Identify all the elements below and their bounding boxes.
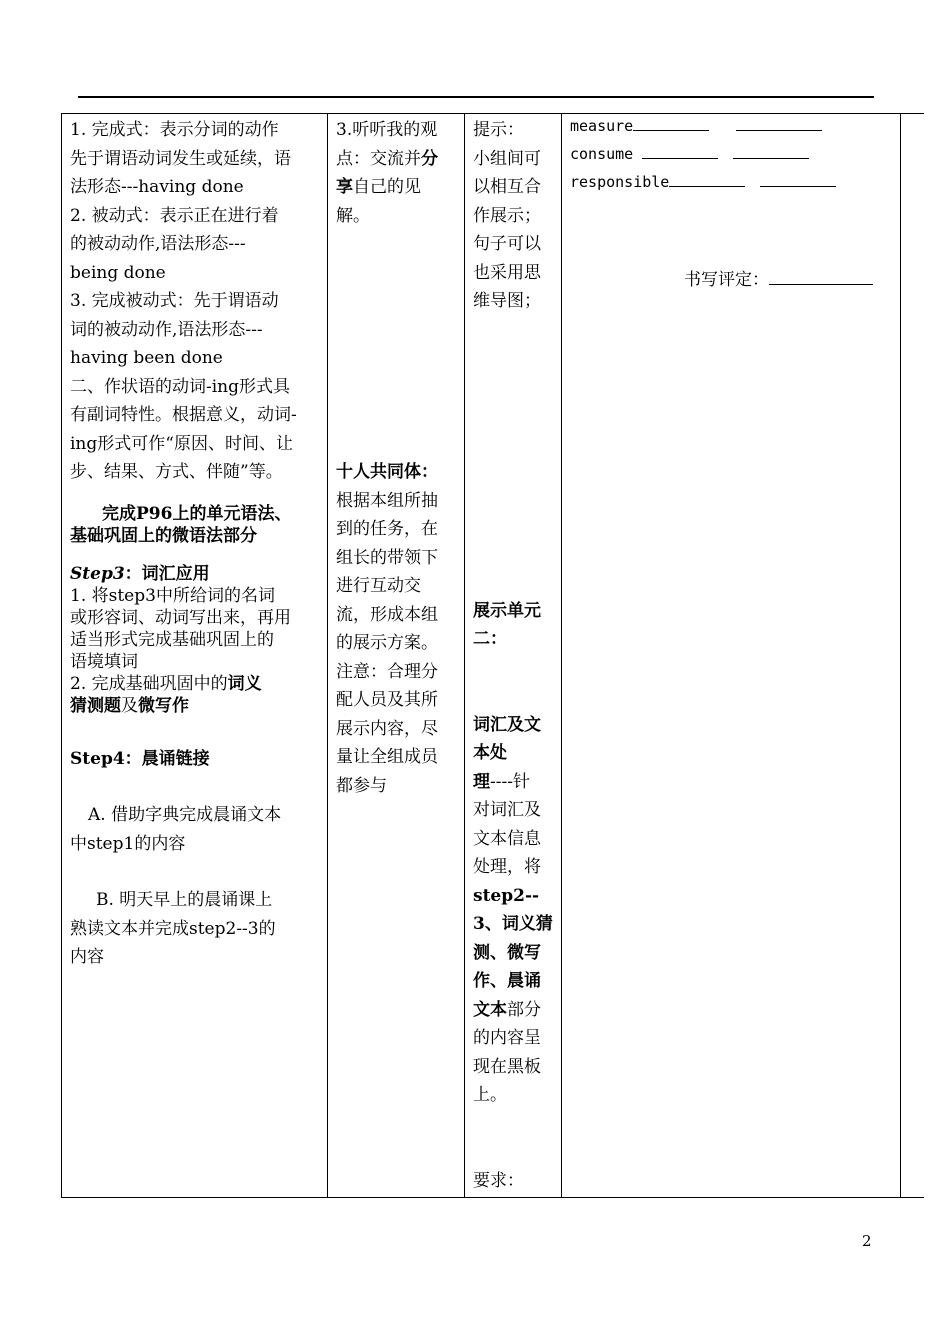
vocab-heading: 词汇及文 [473, 714, 541, 735]
answer-blank[interactable] [669, 172, 745, 187]
step3-label: Step3 [70, 563, 125, 584]
content-cell-hints [465, 114, 562, 1198]
activity-bold: 享 [336, 177, 353, 197]
vocab-row [570, 168, 892, 196]
step3-line: 适当形式完成基础巩固上的 [70, 629, 274, 650]
vocab-heading: 本处 [473, 743, 507, 763]
vocab-word: responsible [570, 173, 670, 191]
step3-heading [70, 563, 319, 585]
vocab-row [570, 114, 892, 141]
content-cell-activity [328, 114, 465, 1198]
show-unit-heading: 二： [473, 629, 507, 649]
grammar-line: 步、结果、方式、伴随”等。 [70, 462, 283, 482]
step4-b-line: 内容 [70, 947, 104, 967]
activity-bold: 分 [421, 148, 438, 169]
step4-a-line: 中step1的内容 [70, 833, 186, 854]
vocab-text: ----针 [490, 771, 530, 792]
answer-blank[interactable] [642, 144, 718, 159]
vocab-line: step2-- [473, 885, 540, 906]
step3-item2-text: 2. 完成基础巩固中的 [70, 673, 228, 694]
vocab-line [473, 768, 553, 797]
show-unit-heading: 展示单元 [473, 600, 541, 621]
group-line: 组长的带领下 [336, 547, 438, 568]
grammar-line: having been done [70, 348, 223, 368]
writing-rating [570, 266, 892, 295]
hint-line: 小组间可 [473, 148, 541, 169]
step3-item2-text: 及 [121, 695, 138, 716]
answer-blank[interactable] [736, 116, 822, 131]
group-line: 注意：合理分 [336, 661, 438, 682]
page-number: 2 [862, 1232, 872, 1250]
lesson-plan-table [61, 113, 924, 1198]
group-line: 展示内容，尽 [336, 718, 438, 739]
activity-text: 自己的见 [353, 177, 421, 197]
hint-line: 作展示； [473, 205, 541, 226]
answer-blank[interactable] [733, 144, 809, 159]
vocab-word: consume [570, 145, 634, 163]
group-line: 都参与 [336, 775, 387, 796]
vocab-bold: 理 [473, 771, 490, 792]
header-rule [78, 96, 874, 98]
step3-item2 [70, 673, 319, 695]
grammar-line: 先于谓语动词发生或延续，语 [70, 148, 291, 169]
step3-line: 1. 将step3中所给词的名词 [70, 585, 275, 606]
grammar-line: 3. 完成被动式：先于谓语动 [70, 291, 279, 311]
vocab-line: 上。 [473, 1085, 507, 1105]
step4-a-line: A. 借助字典完成晨诵文本 [88, 805, 282, 825]
vocab-line: 现在黑板 [473, 1056, 541, 1077]
grammar-line: 法形态---having done [70, 177, 244, 197]
vocab-line: 作、晨诵 [473, 971, 541, 991]
activity-text: 点：交流并 [336, 148, 421, 169]
hint-line: 提示： [473, 120, 524, 140]
vocab-bold: 文本 [473, 999, 507, 1020]
rating-blank[interactable] [769, 270, 873, 285]
group-line: 配人员及其所 [336, 690, 438, 710]
activity-line [336, 173, 456, 202]
step3-item2-bold: 猜测题 [70, 695, 121, 716]
step4-b-line: B. 明天早上的晨诵课上 [96, 890, 273, 910]
answer-blank[interactable] [760, 172, 836, 187]
grammar-line: 有副词特性。根据意义，动词- [70, 405, 297, 425]
vocab-line: 测、微写 [473, 942, 541, 963]
hint-line: 也采用思 [473, 262, 541, 283]
group-line: 到的任务，在 [336, 519, 438, 539]
grammar-line: 二、作状语的动词-ing形式具 [70, 376, 291, 397]
step3-line: 语境填词 [70, 651, 138, 672]
table-row [62, 114, 924, 1198]
hint-line: 维导图； [473, 291, 541, 311]
vocab-line: 文本信息 [473, 828, 541, 849]
step4-heading: Step4：晨诵链接 [70, 748, 210, 769]
group-line: 流，形成本组 [336, 604, 438, 625]
grammar-line: ing形式可作“原因、时间、让 [70, 433, 293, 454]
step3-title: ：词汇应用 [124, 563, 210, 584]
vocab-line: 的内容呈 [473, 1028, 541, 1048]
step3-item2-cont [70, 695, 319, 717]
grammar-line: 词的被动动作,语法形态--- [70, 319, 263, 340]
step3-item2-bold: 词义 [227, 673, 262, 694]
vocab-line: 处理，将 [473, 857, 541, 877]
activity-line: 解。 [336, 205, 370, 226]
group-line: 进行互动交 [336, 576, 421, 596]
step4-b-line: 熟读文本并完成step2--3的 [70, 918, 276, 939]
empty-cell [901, 114, 924, 1198]
group-line: 量让全组成员 [336, 747, 438, 767]
hint-line: 句子可以 [473, 234, 541, 254]
grammar-line: 2. 被动式：表示正在进行着 [70, 205, 279, 226]
content-cell-exercise [562, 114, 901, 1198]
vocab-text: 部分 [507, 999, 541, 1020]
vocab-line: 3、词义猜 [473, 914, 553, 934]
requirement-label: 要求： [473, 1170, 524, 1191]
answer-blank[interactable] [633, 116, 709, 131]
step3-item2-bold: 微写作 [138, 695, 189, 716]
vocab-exercise [570, 114, 892, 197]
vocab-word: measure [570, 117, 634, 135]
group-heading: 十人共同体： [336, 462, 438, 482]
content-cell-grammar [62, 114, 328, 1198]
grammar-line: 1. 完成式：表示分词的动作 [70, 120, 279, 140]
group-line: 的展示方案。 [336, 633, 438, 653]
rating-label: 书写评定： [684, 270, 769, 290]
activity-line: 3.听听我的观 [336, 120, 438, 140]
vocab-line [473, 996, 553, 1025]
vocab-row [570, 140, 892, 168]
grammar-line: being done [70, 262, 166, 283]
step3-line: 或形容词、动词写出来，再用 [70, 607, 291, 628]
vocab-line: 对词汇及 [473, 800, 541, 820]
task-heading: 完成P96上的单元语法、 [102, 503, 292, 524]
group-line: 根据本组所抽 [336, 490, 438, 511]
hint-line: 以相互合 [473, 177, 541, 197]
grammar-line: 的被动动作,语法形态--- [70, 234, 246, 254]
task-heading: 基础巩固上的微语法部分 [70, 525, 257, 546]
activity-line [336, 145, 456, 174]
